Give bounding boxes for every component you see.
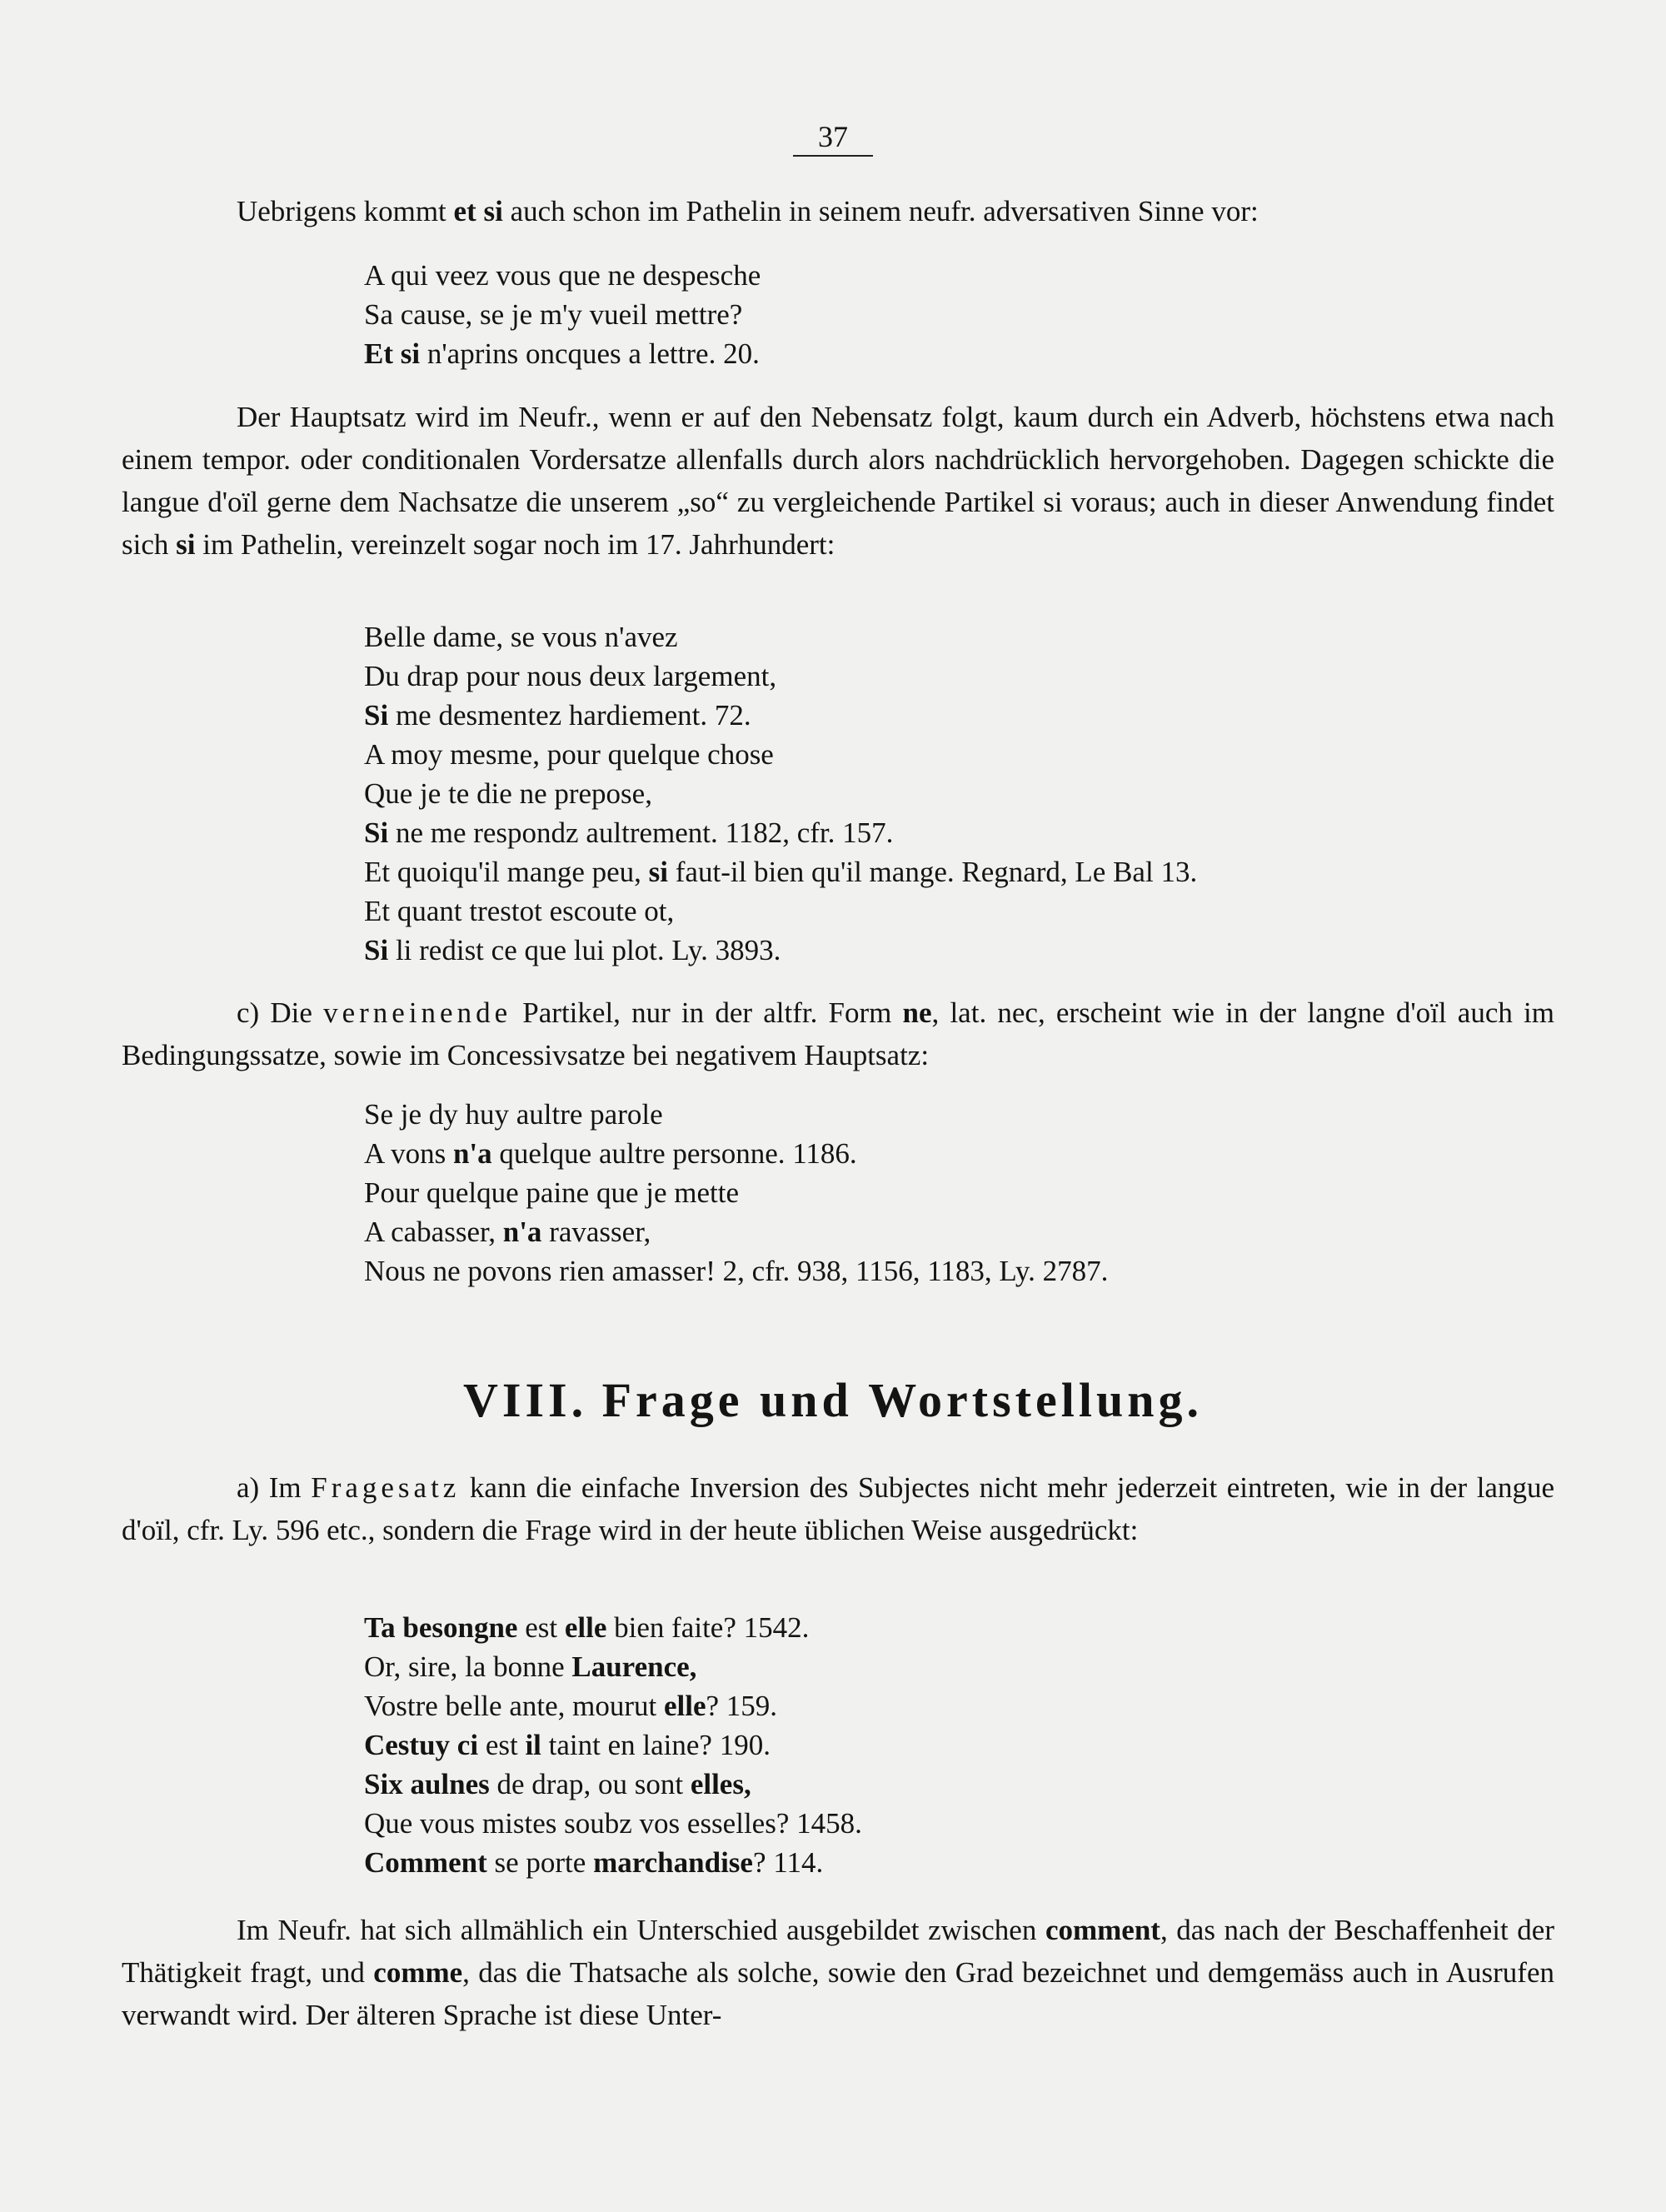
- paragraph-3: c) Die verneinende Partikel, nur in der altfr. Form ne, lat. nec, erscheint wie in der langne d'oïl auch im Bedingungssatze, sowie im Concessivsatze bei negativem Hauptsatz:: [122, 996, 1554, 1071]
- verse-line: A cabasser, n'a ravasser,: [364, 1216, 651, 1248]
- verse-line: Nous ne povons rien amasser! 2, cfr. 938, 1156, 1183, Ly. 2787.: [364, 1255, 1109, 1287]
- verse-line: Du drap pour nous deux largement,: [364, 660, 777, 692]
- verse-line: Cestuy ci est il taint en laine? 190.: [364, 1729, 771, 1761]
- verse-line: Or, sire, la bonne Laurence,: [364, 1650, 697, 1683]
- verse-block-2: [364, 617, 1530, 970]
- page-number: 37: [0, 118, 1666, 155]
- verse-line: Si ne me respondz aultrement. 1182, cfr. 157.: [364, 816, 894, 849]
- verse-line: Six aulnes de drap, ou sont elles,: [364, 1768, 751, 1800]
- verse-line: Comment se porte marchandise? 114.: [364, 1846, 824, 1879]
- verse-line: A moy mesme, pour quelque chose: [364, 738, 774, 771]
- verse-line: Si li redist ce que lui plot. Ly. 3893.: [364, 934, 781, 966]
- section-heading: VIII. Frage und Wortstellung.: [463, 1373, 1203, 1427]
- verse-line: Se je dy huy aultre parole: [364, 1098, 663, 1131]
- verse-line: Et quoiqu'il mange peu, si faut-il bien qu'il mange. Regnard, Le Bal 13.: [364, 856, 1198, 888]
- verse-line: Et quant trestot escoute ot,: [364, 895, 675, 927]
- verse-line: Si me desmentez hardiement. 72.: [364, 699, 751, 732]
- verse-line: Sa cause, se je m'y vueil mettre?: [364, 298, 743, 331]
- paragraph-4: a) Im Fragesatz kann die einfache Inversion des Subjectes nicht mehr jederzeit eintreten, wie in der langue d'oïl, cfr. Ly. 596 etc., sondern die Frage wird in der heute üblichen Weise ausgedrückt:: [122, 1471, 1554, 1546]
- verse-line: Et si n'aprins oncques a lettre. 20.: [364, 337, 760, 370]
- verse-line: Vostre belle ante, mourut elle? 159.: [364, 1690, 778, 1722]
- paragraph-1: Uebrigens kommt et si auch schon im Pathelin in seinem neufr. adversativen Sinne vor:: [237, 195, 1259, 227]
- paragraph-2: Der Hauptsatz wird im Neufr., wenn er auf den Nebensatz folgt, kaum durch ein Adverb, höchstens etwa nach einem tempor. oder conditionalen Vordersatze allenfalls durch alors nachdrücklich hervorgehoben. Dagegen schickte die langue d'oïl gerne dem Nachsatze die unserem „so“ zu vergleichende Partikel si voraus; auch in dieser Anwendung findet sich si im Pathelin, vereinzelt sogar noch im 17. Jahrhundert:: [122, 401, 1554, 561]
- verse-block-1: [364, 256, 1530, 373]
- verse-line: Pour quelque paine que je mette: [364, 1176, 739, 1209]
- verse-line: Belle dame, se vous n'avez: [364, 621, 678, 653]
- verse-block-3: [364, 1095, 1530, 1291]
- verse-line: Que vous mistes soubz vos esselles? 1458.: [364, 1807, 862, 1840]
- paragraph-5: Im Neufr. hat sich allmählich ein Unterschied ausgebildet zwischen comment, das nach der Beschaffenheit der Thätigkeit fragt, und comme, das die Thatsache als solche, sowie den Grad bezeichnet und demgemäss auch in Ausrufen verwandt wird. Der älteren Sprache ist diese Unter-: [122, 1914, 1554, 2031]
- verse-line: A vons n'a quelque aultre personne. 1186.: [364, 1137, 857, 1170]
- verse-block-4: [364, 1608, 1530, 1882]
- verse-line: Que je te die ne prepose,: [364, 777, 652, 810]
- verse-line: Ta besongne est elle bien faite? 1542.: [364, 1611, 810, 1644]
- verse-line: A qui veez vous que ne despesche: [364, 259, 761, 292]
